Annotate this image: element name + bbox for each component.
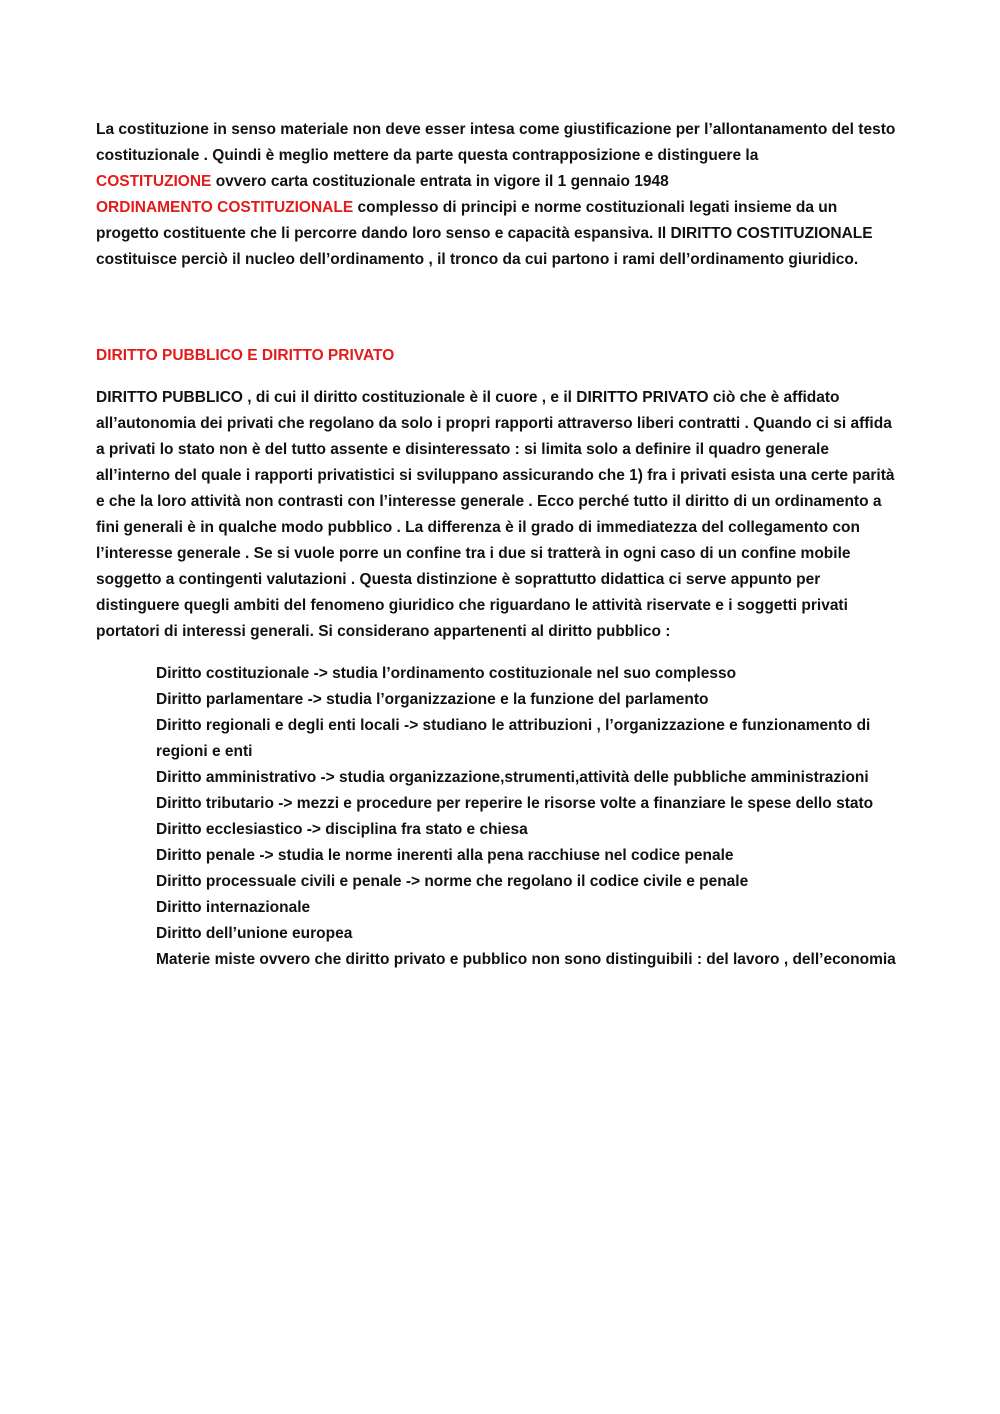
list-item: Diritto penale -> studia le norme inerenti alla pena racchiuse nel codice penale xyxy=(156,847,734,864)
list-item: Diritto costituzionale -> studia l’ordinamento costituzionale nel suo complesso xyxy=(156,665,737,682)
list-item: Diritto parlamentare -> studia l’organizzazione e la funzione del parlamento xyxy=(156,691,709,708)
costituzione-definition: ovvero carta costituzionale entrata in vigore il 1 gennaio 1948 xyxy=(211,173,669,190)
list-item: Diritto regionali e degli enti locali -> studiano le attribuzioni , l’organizzazione e funzionamento di regioni e enti xyxy=(156,717,871,760)
intro-paragraph xyxy=(96,117,904,273)
list-item: Diritto internazionale xyxy=(156,899,311,916)
section-heading: DIRITTO PUBBLICO E DIRITTO PRIVATO xyxy=(96,347,395,364)
ordinamento-definition: complesso di principi e norme costituzionali legati insieme da un progetto costituente che li percorre dando loro senso e capacità espansiva. Il DIRITTO COSTITUZIONALE costituisce perciò il nucleo dell’ordinamento , il tronco da cui partono i rami dell’ordinamento giuridico. xyxy=(96,199,873,268)
public-law-list xyxy=(96,661,904,973)
spacer xyxy=(96,273,904,343)
list-item: Diritto tributario -> mezzi e procedure per reperire le risorse volte a finanziare le spese dello stato xyxy=(156,795,874,812)
document-page xyxy=(96,117,904,973)
list-item: Materie miste ovvero che diritto privato e pubblico non sono distinguibili : del lavoro , dell’economia xyxy=(156,951,896,968)
intro-sentence: La costituzione in senso materiale non deve esser intesa come giustificazione per l’allontanamento del testo costituzionale . Quindi è meglio mettere da parte questa contrapposizione e distinguere la xyxy=(96,121,896,164)
spacer xyxy=(96,369,904,385)
ordinamento-term: ORDINAMENTO COSTITUZIONALE xyxy=(96,199,354,216)
list-item: Diritto ecclesiastico -> disciplina fra stato e chiesa xyxy=(156,821,528,838)
list-item: Diritto processuale civili e penale -> norme che regolano il codice civile e penale xyxy=(156,873,749,890)
list-item: Diritto amministrativo -> studia organizzazione,strumenti,attività delle pubbliche amministrazioni xyxy=(156,769,869,786)
spacer xyxy=(96,645,904,661)
section-body: DIRITTO PUBBLICO , di cui il diritto costituzionale è il cuore , e il DIRITTO PRIVATO ciò che è affidato all’autonomia dei privati che regolano da solo i propri rapporti attraverso liberi contratti . Quando ci si affida a privati lo stato non è del tutto assente e disinteressato : si limita solo a definire il quadro generale all’interno del quale i rapporti privatistici si sviluppano assicurando che 1) fra i privati esista una certe parità e che la loro attività non contrasti con l’interesse generale . Ecco perché tutto il diritto di un ordinamento a fini generali è in qualche modo pubblico . La differenza è il grado di immediatezza del collegamento con l’interesse generale . Se si vuole porre un confine tra i due si tratterà in ogni caso di un confine mobile soggetto a contingenti valutazioni . Questa distinzione è soprattutto didattica ci serve appunto per distinguere quegli ambiti del fenomeno giuridico che riguardano le attività riservate e i soggetti privati portatori di interessi generali. Si considerano appartenenti al diritto pubblico : xyxy=(96,389,895,640)
costituzione-term: COSTITUZIONE xyxy=(96,173,212,190)
list-item: Diritto dell’unione europea xyxy=(156,925,353,942)
